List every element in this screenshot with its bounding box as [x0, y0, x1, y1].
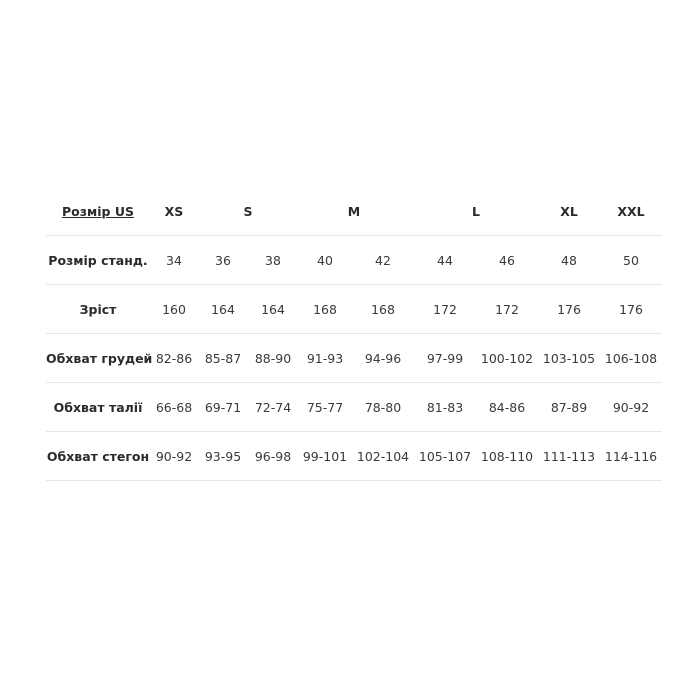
table-cell: 84-86 — [476, 383, 538, 432]
table-cell: 88-90 — [248, 334, 298, 383]
table-cell: 48 — [538, 236, 600, 285]
table-cell: 75-77 — [298, 383, 352, 432]
chest-row — [46, 334, 662, 383]
us-size-header-row — [46, 187, 662, 236]
table-cell: 176 — [538, 285, 600, 334]
table-cell: 90-92 — [150, 432, 198, 481]
table-cell: 44 — [414, 236, 476, 285]
standard-size-row — [46, 236, 662, 285]
us-size-m: M — [327, 187, 381, 236]
table-cell: 111-113 — [538, 432, 600, 481]
table-cell: 72-74 — [248, 383, 298, 432]
height-label: Зріст — [46, 285, 150, 334]
us-size-l: L — [445, 187, 507, 236]
table-cell: 81-83 — [414, 383, 476, 432]
table-cell: 164 — [248, 285, 298, 334]
table-cell: 87-89 — [538, 383, 600, 432]
table-cell: 168 — [352, 285, 414, 334]
waist-row — [46, 383, 662, 432]
table-cell: 100-102 — [476, 334, 538, 383]
table-cell: 103-105 — [538, 334, 600, 383]
table-cell: 82-86 — [150, 334, 198, 383]
table-cell: 176 — [600, 285, 662, 334]
hips-row — [46, 432, 662, 481]
table-cell: 94-96 — [352, 334, 414, 383]
table-cell: 40 — [298, 236, 352, 285]
table-cell: 66-68 — [150, 383, 198, 432]
waist-label: Обхват талії — [46, 383, 150, 432]
table-cell: 160 — [150, 285, 198, 334]
table-cell: 172 — [476, 285, 538, 334]
us-size-xs: XS — [150, 187, 198, 236]
table-cell: 108-110 — [476, 432, 538, 481]
table-cell: 114-116 — [600, 432, 662, 481]
table-cell: 102-104 — [352, 432, 414, 481]
table-cell: 85-87 — [198, 334, 248, 383]
table-cell: 38 — [248, 236, 298, 285]
table-cell: 172 — [414, 285, 476, 334]
size-chart-table — [46, 187, 662, 481]
table-cell: 168 — [298, 285, 352, 334]
standard-size-label: Розмір станд. — [46, 236, 150, 285]
chest-label: Обхват грудей — [46, 334, 150, 383]
table-cell: 50 — [600, 236, 662, 285]
us-size-label: Розмір US — [46, 187, 150, 236]
height-row — [46, 285, 662, 334]
table-cell: 106-108 — [600, 334, 662, 383]
table-cell: 78-80 — [352, 383, 414, 432]
table-cell: 91-93 — [298, 334, 352, 383]
us-size-s: S — [223, 187, 273, 236]
table-cell: 164 — [198, 285, 248, 334]
table-cell: 105-107 — [414, 432, 476, 481]
table-cell: 46 — [476, 236, 538, 285]
table-cell: 34 — [150, 236, 198, 285]
table-cell: 93-95 — [198, 432, 248, 481]
table-cell: 99-101 — [298, 432, 352, 481]
table-cell: 96-98 — [248, 432, 298, 481]
table-cell: 69-71 — [198, 383, 248, 432]
table-cell: 42 — [352, 236, 414, 285]
table-cell: 97-99 — [414, 334, 476, 383]
us-size-xl: XL — [538, 187, 600, 236]
us-size-xxl: XXL — [600, 187, 662, 236]
table-cell: 36 — [198, 236, 248, 285]
table-cell: 90-92 — [600, 383, 662, 432]
hips-label: Обхват стегон — [46, 432, 150, 481]
